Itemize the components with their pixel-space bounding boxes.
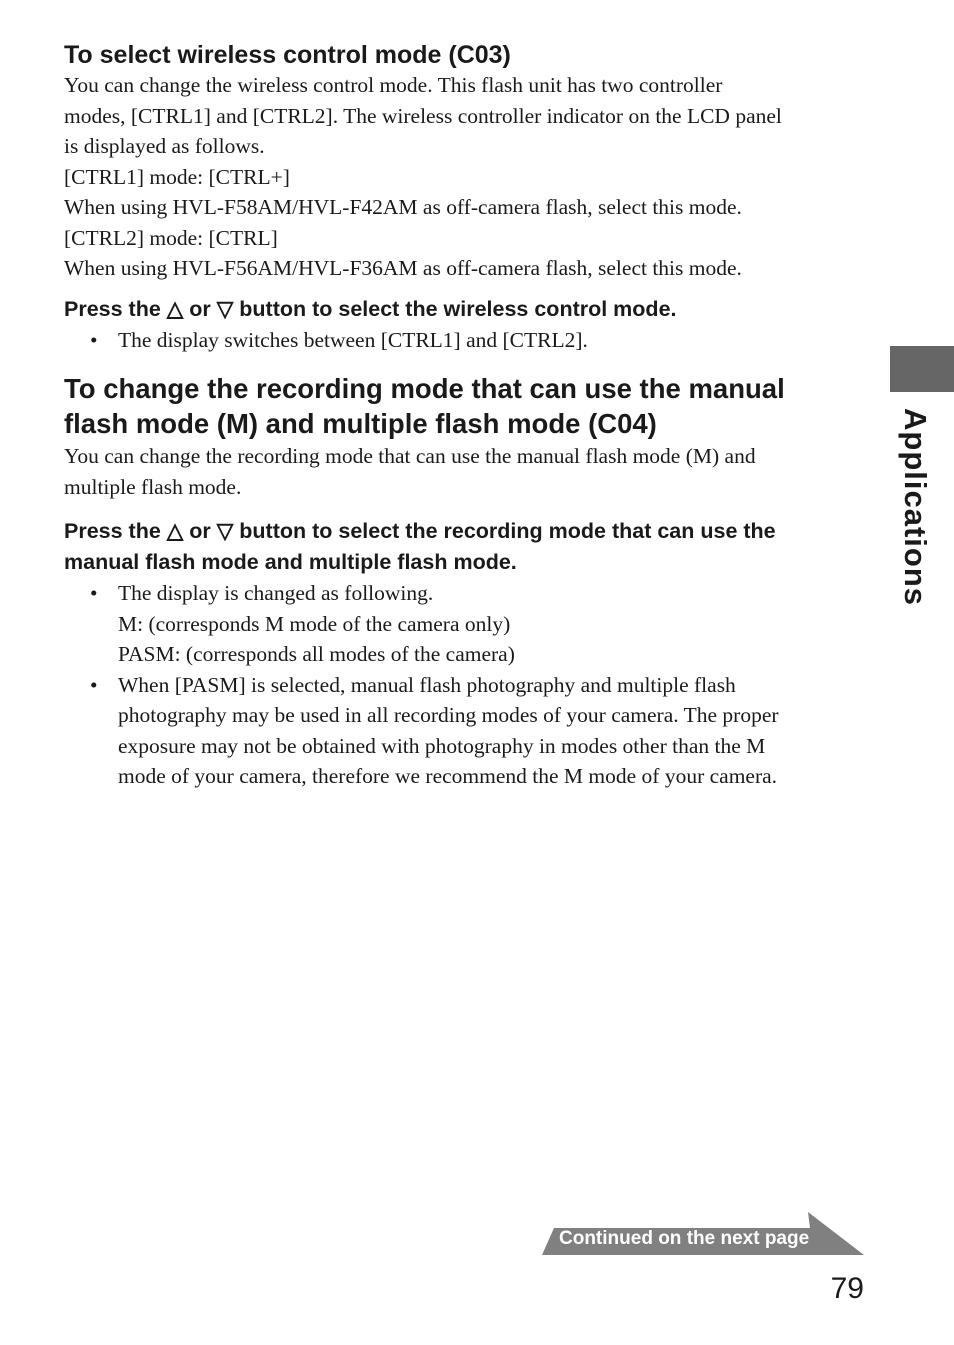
section-c03-paragraph — [64, 70, 864, 284]
text-line: exposure may not be obtained with photography in modes other than the M — [118, 733, 766, 758]
bullet-list-c03 — [64, 325, 864, 356]
page-content — [64, 40, 864, 792]
text-line: The display is changed as following. — [118, 581, 434, 605]
list-item — [64, 325, 864, 356]
text-line: is displayed as follows. — [64, 134, 265, 158]
text-line: [CTRL1] mode: [CTRL+] — [64, 164, 290, 189]
section-c04-paragraph — [64, 441, 864, 502]
text-line: PASM: (corresponds all modes of the camera) — [118, 642, 515, 666]
page-number: 79 — [830, 1272, 864, 1305]
chapter-label: Applications — [898, 408, 933, 607]
step-instruction-c03: Press the △ or ▽ button to select the wireless control mode. — [64, 296, 677, 321]
bullet-marker: • — [90, 581, 98, 605]
step-instruction-c04 — [64, 516, 864, 578]
continued-label: Continued on the next page — [559, 1228, 810, 1249]
text-line: photography may be used in all recording modes of your camera. The proper — [118, 703, 779, 727]
heading-line: flash mode (M) and multiple flash mode (C04) — [64, 408, 657, 439]
heading-line: To change the recording mode that can use the manual — [64, 373, 785, 404]
text-line: You can change the recording mode that can use the manual flash mode (M) and — [64, 444, 756, 468]
list-item — [64, 670, 864, 792]
text-line: The display switches between [CTRL1] and [CTRL2]. — [118, 327, 588, 352]
continued-banner — [542, 1212, 864, 1256]
section-heading-c03: To select wireless control mode (C03) — [64, 41, 511, 69]
step-line: Press the △ or ▽ button to select the recording mode that can use the — [64, 519, 776, 543]
text-line: modes, [CTRL1] and [CTRL2]. The wireless controller indicator on the LCD panel — [64, 103, 782, 128]
section-heading-c04 — [64, 371, 864, 441]
text-line: When using HVL-F56AM/HVL-F36AM as off-camera flash, select this mode. — [64, 256, 742, 280]
bullet-marker: • — [90, 327, 98, 352]
text-line: mode of your camera, therefore we recommend the M mode of your camera. — [118, 764, 778, 788]
list-item — [64, 578, 864, 670]
text-line: When using HVL-F58AM/HVL-F42AM as off-camera flash, select this mode. — [64, 195, 742, 219]
bullet-list-c04 — [64, 578, 864, 792]
text-line: [CTRL2] mode: [CTRL] — [64, 225, 278, 250]
text-line: M: (corresponds M mode of the camera only) — [118, 611, 511, 636]
text-line: When [PASM] is selected, manual flash photography and multiple flash — [118, 672, 736, 697]
chapter-tab — [890, 346, 954, 392]
text-line: multiple flash mode. — [64, 474, 242, 499]
text-line: You can change the wireless control mode. This flash unit has two controller — [64, 73, 723, 97]
bullet-marker: • — [90, 672, 98, 697]
step-line: manual flash mode and multiple flash mode. — [64, 550, 517, 574]
